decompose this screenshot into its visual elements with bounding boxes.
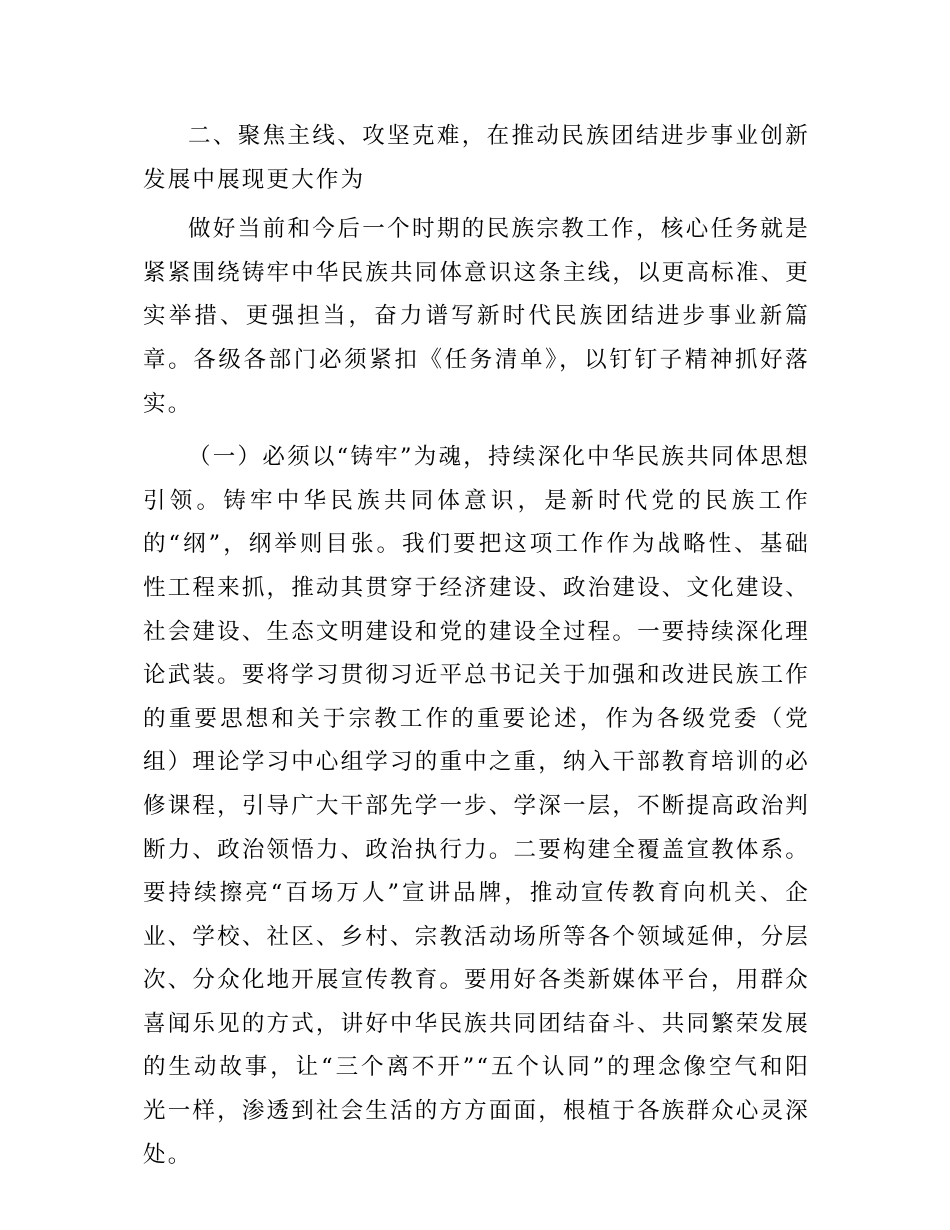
section-heading: 二、聚焦主线、攻坚克难，在推动民族团结进步事业创新发展中展现更大作为 (143, 123, 810, 193)
body-paragraph-1: 做好当前和今后一个时期的民族宗教工作，核心任务就是紧紧围绕铸牢中华民族共同体意识这条主线，以更高标准、更实举措、更强担当，奋力谱写新时代民族团结进步事业新篇章。各级各部门必须紧扣《任务清单》，以钉钉子精神抓好落实。 (143, 216, 810, 417)
body-paragraph-2: （一）必须以“铸牢”为魂，持续深化中华民族共同体思想引领。铸牢中华民族共同体意识，是新时代党的民族工作的“纲”，纲举则目张。我们要把这项工作作为战略性、基础性工程来抓，推动其贯穿于经济建设、政治建设、文化建设、社会建设、生态文明建设和党的建设全过程。一要持续深化理论武装。要将学习贯彻习近平总书记关于加强和改进民族工作的重要思想和关于宗教工作的重要论述，作为各级党委（党组）理论学习中心组学习的重中之重，纳入干部教育培训的必修课程，引导广大干部先学一步、学深一层，不断提高政治判断力、政治领悟力、政治执行力。二要构建全覆盖宣教体系。要持续擦亮“百场万人”宣讲品牌，推动宣传教育向机关、企业、学校、社区、乡村、宗教活动场所等各个领域延伸，分层次、分众化地开展宣传教育。要用好各类新媒体平台，用群众喜闻乐见的方式，讲好中华民族共同团结奋斗、共同繁荣发展的生动故事，让“三个离不开”“五个认同”的理念像空气和阳光一样，渗透到社会生活的方方面面，根植于各族群众心灵深处。 (143, 444, 810, 1168)
